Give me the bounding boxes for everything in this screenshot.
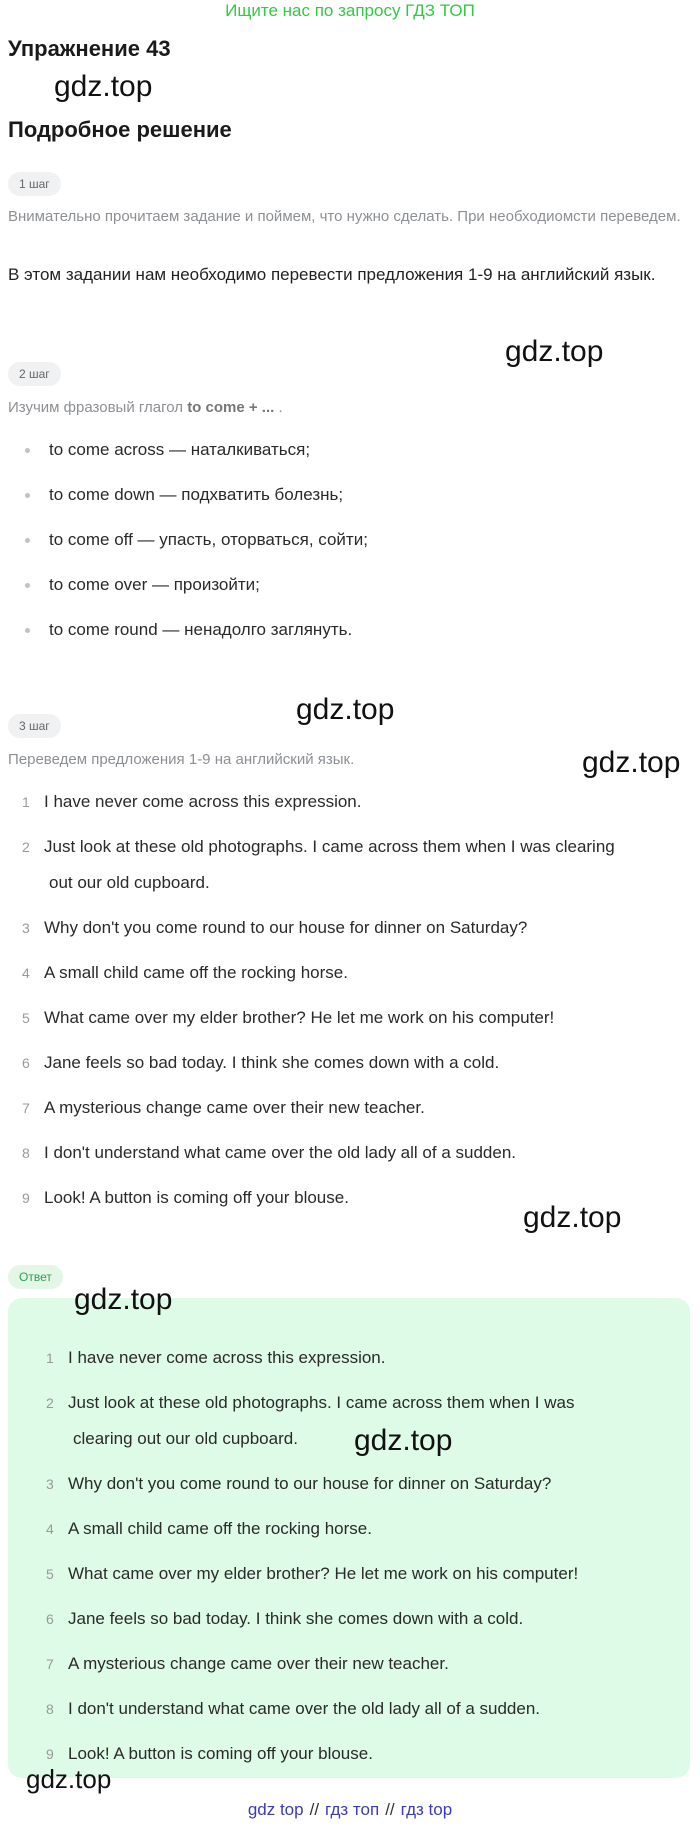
list-item (8, 612, 688, 657)
item-number: 1 (46, 1350, 54, 1366)
list-item (8, 1090, 688, 1126)
item-text: What came over my elder brother? He let me work on his computer! (44, 1008, 555, 1027)
item-number: 6 (46, 1611, 54, 1627)
item-number: 7 (22, 1100, 30, 1116)
answer-badge: Ответ (8, 1265, 63, 1289)
list-item (8, 784, 688, 820)
step1-text: В этом задании нам необходимо перевести предложения 1-9 на английский язык. (8, 265, 656, 284)
footer-separator: // (385, 1800, 395, 1819)
item-number: 4 (46, 1521, 54, 1537)
item-number: 8 (22, 1145, 30, 1161)
list-item (8, 955, 688, 991)
bullet-dot (25, 583, 30, 588)
item-text: What came over my elder brother? He let me work on his computer! (68, 1564, 579, 1583)
item-text: A small child came off the rocking horse. (44, 963, 348, 982)
item-number: 1 (22, 794, 30, 810)
list-item (8, 522, 688, 567)
item-number: 3 (46, 1476, 54, 1492)
watermark: gdz.top (74, 1283, 173, 1316)
list-item (32, 1736, 672, 1772)
bullet-dot (25, 493, 30, 498)
item-number: 5 (46, 1566, 54, 1582)
item-text-continuation: out our old cupboard. (49, 873, 210, 892)
step-badge-1: 1 шаг (8, 172, 61, 196)
watermark: gdz.top (354, 1424, 453, 1457)
item-text: Just look at these old photographs. I came across them when I was clearing (44, 837, 615, 856)
item-text: I have never come across this expression. (68, 1348, 386, 1367)
item-text: Why don't you come round to our house for dinner on Saturday? (68, 1474, 552, 1493)
phrasal-verb-list (8, 432, 688, 657)
step3-sentence-list (8, 784, 688, 1225)
footer-separator: // (309, 1800, 320, 1819)
list-item-text: to come round — ненадолго заглянуть. (49, 620, 353, 639)
list-item (8, 567, 688, 612)
step1-hint: Внимательно прочитаем задание и поймем, что нужно сделать. При необходиомсти переведем. (8, 208, 681, 225)
bullet-dot (25, 628, 30, 633)
list-item (8, 829, 688, 901)
step-badge-3: 3 шаг (8, 714, 61, 738)
bullet-dot (25, 448, 30, 453)
list-item (32, 1556, 672, 1592)
item-text: Jane feels so bad today. I think she comes down with a cold. (68, 1609, 524, 1628)
list-item (8, 477, 688, 522)
watermark: gdz.top (505, 335, 604, 368)
list-item (8, 1135, 688, 1171)
exercise-title: Упражнение 43 (8, 36, 171, 61)
watermark: gdz.top (582, 746, 681, 779)
list-item (8, 1000, 688, 1036)
item-text: Just look at these old photographs. I came across them when I was (68, 1393, 575, 1412)
item-text: I don't understand what came over the old lady all of a sudden. (44, 1143, 516, 1162)
list-item-text: to come across — наталкиваться; (49, 440, 311, 459)
item-number: 8 (46, 1701, 54, 1717)
list-item-text: to come down — подхватить болезнь; (49, 485, 344, 504)
item-text: I have never come across this expression. (44, 792, 362, 811)
step-badge-label: 2 шаг (19, 367, 50, 381)
footer-link-gdz-top[interactable]: gdz top (247, 1800, 304, 1819)
item-number: 4 (22, 965, 30, 981)
item-text: Look! A button is coming off your blouse. (68, 1744, 373, 1763)
item-number: 9 (46, 1746, 54, 1762)
watermark: gdz.top (296, 693, 395, 726)
item-number: 5 (22, 1010, 30, 1026)
solution-title: Подробное решение (8, 117, 232, 142)
watermark: gdz.top (54, 70, 153, 103)
list-item (32, 1646, 672, 1682)
list-item-text: to come over — произойти; (49, 575, 260, 594)
item-number: 9 (22, 1190, 30, 1206)
item-number: 3 (22, 920, 30, 936)
item-text: A mysterious change came over their new teacher. (68, 1654, 449, 1673)
list-item (32, 1601, 672, 1637)
item-number: 2 (46, 1395, 54, 1411)
step2-hint (8, 396, 283, 419)
list-item-text: to come off — упасть, оторваться, сойти; (49, 530, 368, 549)
bullet-dot (25, 538, 30, 543)
list-item (32, 1691, 672, 1727)
watermark: gdz.top (26, 1764, 112, 1794)
list-item (32, 1340, 672, 1376)
item-text: Why don't you come round to our house for dinner on Saturday? (44, 918, 528, 937)
item-text: Look! A button is coming off your blouse. (44, 1188, 349, 1207)
item-text: A small child came off the rocking horse. (68, 1519, 372, 1538)
item-text: Jane feels so bad today. I think she comes down with a cold. (44, 1053, 500, 1072)
item-number: 6 (22, 1055, 30, 1071)
item-number: 2 (22, 839, 30, 855)
item-text: A mysterious change came over their new teacher. (44, 1098, 425, 1117)
search-banner[interactable]: Ищите нас по запросу ГДЗ ТОП (225, 1, 475, 20)
item-number: 7 (46, 1656, 54, 1672)
item-text: I don't understand what came over the old lady all of a sudden. (68, 1699, 540, 1718)
item-text-continuation: clearing out our old cupboard. (73, 1429, 298, 1448)
list-item (8, 1045, 688, 1081)
list-item (32, 1511, 672, 1547)
step3-hint: Переведем предложения 1-9 на английский язык. (8, 751, 355, 768)
list-item (8, 432, 688, 477)
step2-hint-bold: to come + ... (187, 399, 275, 416)
footer-link-gdz-top-ru[interactable]: гдз топ (325, 1800, 380, 1819)
step2-hint-suffix: . (274, 399, 283, 416)
watermark: gdz.top (523, 1201, 622, 1234)
answer-sentence-list (32, 1340, 672, 1781)
list-item (32, 1385, 672, 1457)
list-item (8, 910, 688, 946)
list-item (32, 1466, 672, 1502)
footer-links (0, 1798, 700, 1822)
step-badge-2 (8, 362, 61, 386)
step2-hint-prefix: Изучим фразовый глагол (8, 399, 188, 416)
footer-link-gdz-top-mixed[interactable]: гдз top (400, 1800, 453, 1819)
